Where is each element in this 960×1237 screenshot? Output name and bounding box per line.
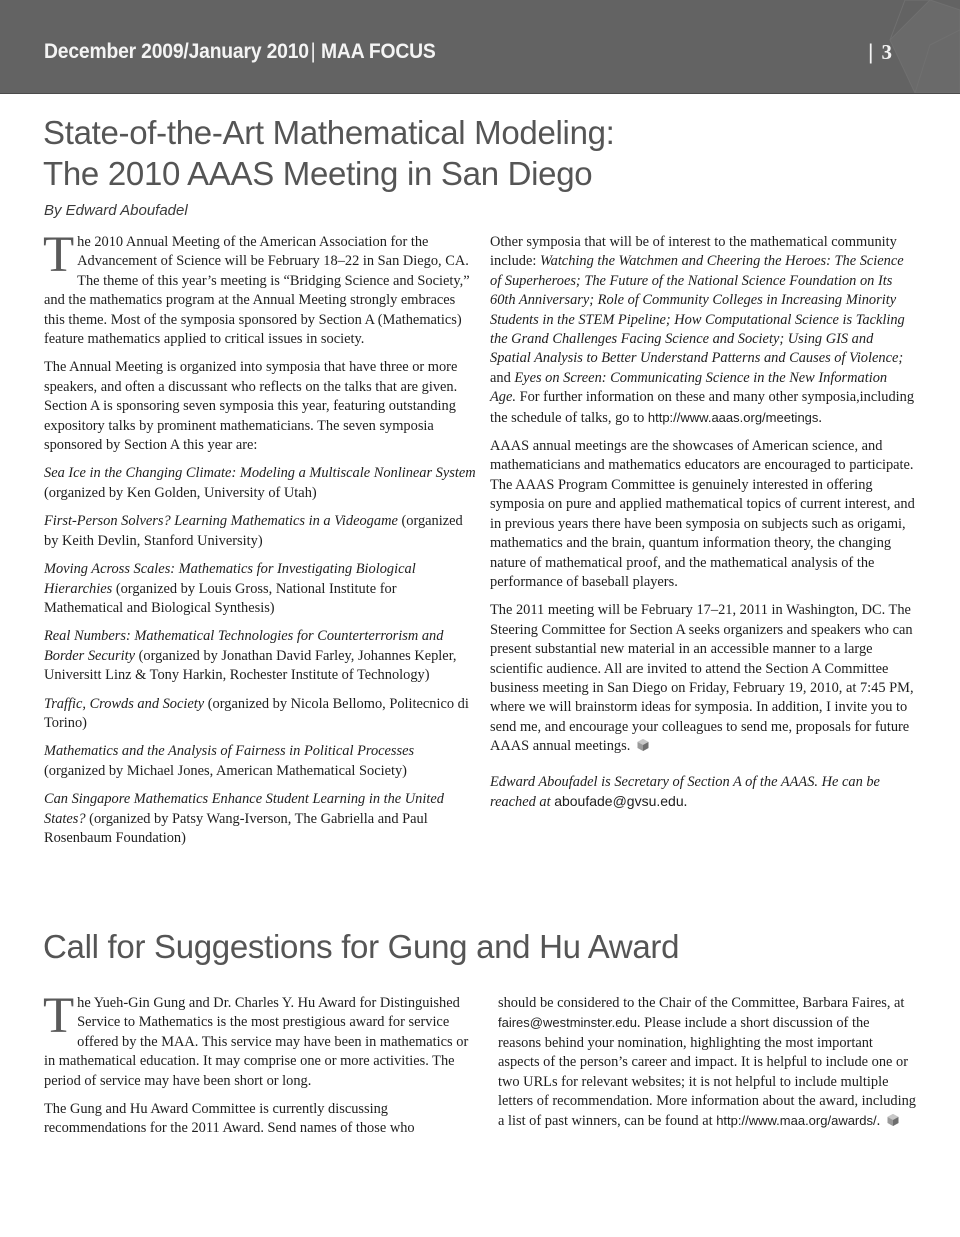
showcase-paragraph: AAAS annual meetings are the showcases of American science, and mathematicians and mathematics educators are encouraged to participate. The AAAS Program Committee is genuinely interested in offering symposia on pure and applied mathematical topics of current interest, and in previous years there have been symposia on subjects such as origami, mathematics and the brain, quantum information theory, the changing nature of mathematical proof, and the mathematical analysis of the performance of baseball players.: [490, 438, 915, 590]
next-meeting-paragraph: [490, 601, 915, 756]
issue-and-publication: [44, 40, 436, 64]
article1-right-column: [490, 233, 915, 821]
intro-paragraph: [43, 227, 476, 349]
text: should be considered to the Chair of the Committee, Barbara Faires, at: [498, 995, 905, 1011]
article2-left-column: [43, 988, 476, 1148]
text: The 2011 meeting will be February 17–21, 2011 in Washington, DC. The Steering Committee for Section A seeks organizers and speakers who can present substantial new material in an accessible manner to a large scientific audience. All are invited to attend the Section A Committee business meeting in San Diego on Friday, February 19, 2010, at 7:45 PM, where we will brainstorm ideas for symposia. In addition, I invite you to send me, and encourage your colleagues to send me, proposals for future AAAS annual meetings.: [490, 602, 914, 755]
symposium-item: [44, 695, 476, 734]
intro-text: he 2010 Annual Meeting of the American Association for the Advancement of Science will be February 18–22 in San Diego, CA. The theme of this year’s meeting is “Bridging Science and Society,” and the mathematics program at the Annual Meeting strongly embraces this theme. Most of the symposia sponsored by Section A (Mathematics) feature mathematics applied to critical issues in society.: [44, 234, 470, 348]
article2-right-column: [498, 994, 916, 1141]
issue-date: December 2009/January 2010: [44, 40, 309, 63]
maa-polyhedron-icon: [886, 1113, 900, 1127]
drop-cap: T: [43, 988, 75, 1044]
symposium-item: [44, 512, 476, 551]
author-bio: [490, 773, 915, 813]
chair-email-link[interactable]: faires@westminster.edu: [498, 1015, 637, 1031]
symposium-item: [44, 464, 476, 503]
symposium-organizer: (organized by Keith Devlin, Stanford University): [44, 513, 463, 549]
symposium-title: Mathematics and the Analysis of Fairness in Political Processes: [44, 743, 415, 760]
symposium-organizer: (organized by Jonathan David Farley, Johannes Kepler, Universitt Linz & Tony Harkin, Rochester Institute of Technology): [44, 647, 457, 684]
symposium-item: [44, 560, 476, 618]
symposium-title: Sea Ice in the Changing Climate: Modeling a Multiscale Nonlinear System: [44, 465, 476, 482]
page-header: [0, 0, 960, 94]
text: .: [683, 793, 688, 810]
page-number-block: [868, 40, 892, 65]
symposium-title: Traffic, Crowds and Society: [44, 695, 205, 712]
symposia-titles: Watching the Watchmen and Cheering the Heroes: The Science of Superheroes; The Future of the National Science Foundation on Its 60th Anniversary; Role of Community Colleges in Increasing Minority Students in the STEM Pipeline; How Computational Science is Tackling the Grand Challenges Facing Science and Society; Using GIS and Spatial Analysis to Better Understand Patterns and Causes of Violence;: [490, 253, 905, 367]
nomination-paragraph: [498, 994, 916, 1132]
symposium-item: [44, 790, 476, 848]
symposium-item: [44, 742, 476, 781]
byline: By Edward Aboufadel: [44, 202, 188, 219]
intro-text: he Yueh-Gin Gung and Dr. Charles Y. Hu Award for Distinguished Service to Mathematics is the most prestigious award for service offered by the MAA. This service may have been in mathematics or in mathematical education. It may comprise one or more activities. The period of service may have been short or long.: [44, 995, 469, 1089]
title-line-2: The 2010 AAAS Meeting in San Diego: [43, 155, 593, 192]
symposium-title: Moving Across Scales: Mathematics for Investigating Biological Hierarchies: [44, 561, 416, 597]
author-email-link[interactable]: aboufade@gvsu.edu: [554, 792, 684, 809]
text: For further information on these and many other symposia,including the schedule of talks, go to: [490, 389, 915, 426]
title-line-1: State-of-the-Art Mathematical Modeling:: [43, 114, 615, 151]
header-separator: |: [310, 40, 316, 63]
organization-paragraph: The Annual Meeting is organized into symposia that have three or more speakers, and often a discussant who reflects on the talks that are given. Section A is sponsoring seven symposia this year, featuring outstanding expository talks by prominent mathematicians. The seven symposia sponsored by Section A this year are:: [44, 359, 458, 454]
page-bar: |: [868, 41, 874, 64]
committee-paragraph: The Gung and Hu Award Committee is currently discussing recommendations for the 2011 Award. Send names of those who: [44, 1101, 415, 1137]
symposium-organizer: (organized by Louis Gross, National Institute for Mathematical and Biological Synthesis): [44, 580, 397, 616]
publication-name: MAA FOCUS: [321, 40, 436, 63]
page-number: 3: [881, 40, 892, 64]
aaas-meetings-link[interactable]: http://www.aaas.org/meetings: [647, 409, 819, 425]
text: . Please include a short discussion of the reasons behind your nomination, highlighting the most important aspects of the person’s career and impact. It is helpful to include one or two URLs for relevant websites; it is not helpful to include multiple letters of recommendation. More information about the award, including a list of past winners, can be found at: [498, 1015, 917, 1130]
text: Other symposia that will be of interest to the mathematical community include:: [490, 234, 897, 270]
text: and: [490, 369, 515, 386]
text: .: [876, 1113, 881, 1130]
symposium-item: [44, 627, 476, 685]
drop-cap: T: [43, 227, 75, 283]
bio-text: Edward Aboufadel is Secretary of Section A of the AAAS. He can be reached at: [490, 773, 880, 810]
article-title: [43, 112, 723, 194]
article2-title: Call for Suggestions for Gung and Hu Award: [43, 928, 680, 965]
symposium-title: Real Numbers: Mathematical Technologies for Counterterrorism and Border Security: [44, 628, 444, 664]
text: .: [818, 409, 823, 426]
maa-awards-link[interactable]: http://www.maa.org/awards/: [716, 1113, 877, 1129]
symposium-organizer: (organized by Patsy Wang-Iverson, The Gabriella and Paul Rosenbaum Foundation): [44, 810, 428, 846]
symposium-title: First-Person Solvers? Learning Mathematics in a Videogame: [44, 513, 398, 530]
symposium-organizer: (organized by Ken Golden, University of Utah): [44, 484, 317, 501]
symposium-organizer: (organized by Michael Jones, American Mathematical Society): [44, 762, 407, 779]
symposium-title: Can Singapore Mathematics Enhance Student Learning in the United States?: [44, 791, 444, 827]
other-symposia-paragraph: [490, 233, 915, 428]
article1-left-column: [43, 227, 476, 857]
symposium-organizer: (organized by Nicola Bellomo, Politecnico di Torino): [44, 695, 469, 731]
maa-polyhedron-icon: [636, 738, 650, 752]
award-intro-paragraph: [43, 988, 476, 1091]
symposia-title: Eyes on Screen: Communicating Science in the New Information Age.: [490, 369, 888, 406]
